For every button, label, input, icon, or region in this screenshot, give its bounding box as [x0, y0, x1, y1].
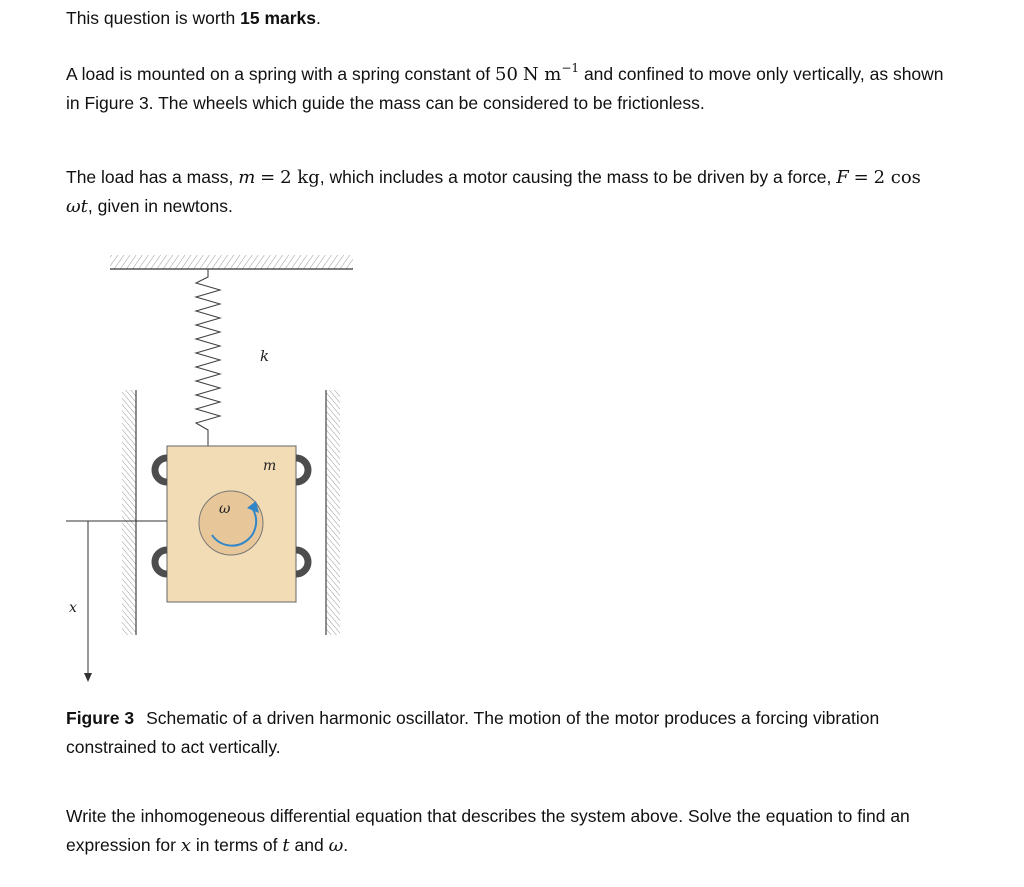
right-wall [326, 390, 340, 635]
x-axis-label: x [69, 600, 77, 616]
marks-statement: This question is worth 15 marks. [66, 8, 321, 28]
force-symbol: F [836, 167, 849, 188]
mass-label: m [263, 458, 277, 474]
x-axis-arrow-head [84, 673, 92, 682]
problem-paragraph-mass: The load has a mass, m = 2 kg, which includes a motor causing the mass to be driven by a force, F = 2 cos ωt, given in newtons. [66, 167, 921, 217]
motor-label: ω [219, 501, 231, 517]
omega-symbol: ω [328, 835, 344, 856]
figure-caption-text: Schematic of a driven harmonic oscillator. The motion of the motor produces a forcing vibration constrained to act vertically. [66, 708, 880, 757]
figure-caption [66, 704, 946, 762]
right-wheel-bottom [296, 550, 308, 574]
figure-caption-label: Figure 3 [66, 708, 135, 728]
force-argument: ωt [66, 196, 88, 217]
left-wheel-bottom [155, 550, 167, 574]
mass-value: 2 kg [280, 167, 320, 188]
force-amplitude: 2 cos [873, 167, 921, 188]
right-wheel-top [296, 458, 308, 482]
spring-constant-value: 50 [495, 64, 518, 85]
oscillator-figure [60, 250, 360, 690]
left-wheel-top [155, 458, 167, 482]
question-text: Write the inhomogeneous differential equation that describes the system above. Solve the equation to find an expression for x in terms of t and ω. [66, 806, 910, 856]
x-symbol: x [180, 835, 191, 856]
spring-constant-exponent: −1 [561, 61, 580, 75]
mass-symbol: m [238, 167, 256, 188]
spring-constant-units: N m [522, 64, 562, 85]
problem-paragraph-spring: A load is mounted on a spring with a spring constant of 50 N $m^{-1}$ and confined to move only vertically, as shown in Figure 3. The wheels which guide the mass can be considered to be frictionless. [66, 61, 944, 113]
spring [196, 269, 220, 446]
marks-value: 15 marks [240, 8, 317, 28]
t-symbol: t [282, 835, 290, 856]
left-wall [122, 390, 136, 635]
ceiling-support [110, 255, 353, 269]
spring-label: k [260, 347, 270, 365]
